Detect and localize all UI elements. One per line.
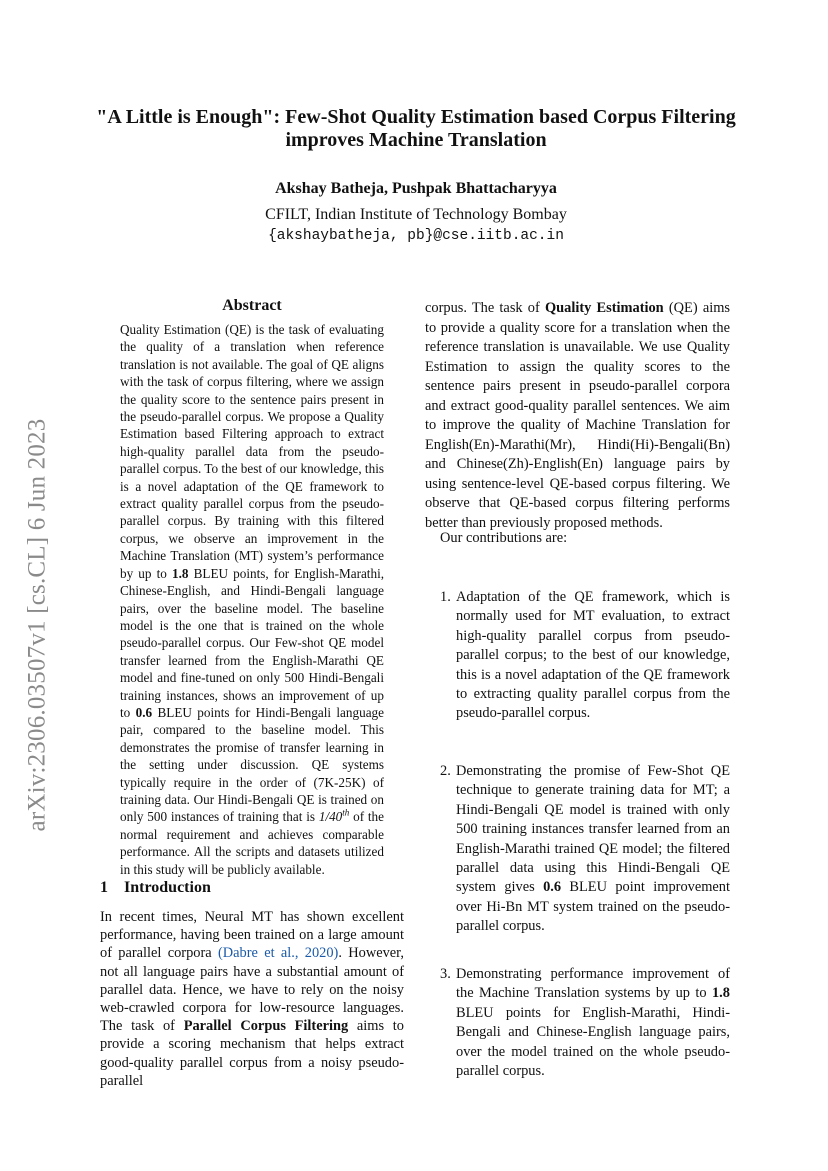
list-number: 2. [440, 763, 451, 779]
right-bold-term: Quality Estimation [544, 300, 664, 316]
list-number: 1. [440, 589, 451, 605]
abstract-bold-value: 0.6 [135, 704, 153, 720]
abstract-text: of the normal requirement and achieves comparable performance. All the scripts and datasets utilized in this study will be publicly available. [120, 809, 384, 877]
paper-title [60, 106, 772, 152]
abstract-bold-value: 1.8 [172, 565, 189, 581]
intro-text: . However, not all language pairs have a substantial amount of parallel data. Hence, we have to rely on the noisy web-crawled corpora for low-resource languages. The task of [100, 945, 404, 1035]
author-email: {akshaybatheja, pb}@cse.iitb.ac.in [268, 228, 564, 244]
list-text: Demonstrating the promise of Few-Shot QE technique to generate training data for MT; a Hindi-Bengali QE model is trained with only 500 training instances transfer learned from an English-Marathi trained QE model; the filtered parallel data using this Hindi-Bengali QE system gives [456, 763, 730, 896]
affiliation: CFILT, Indian Institute of Technology Bombay [265, 206, 567, 223]
contributions-lead: Our contributions are: [440, 530, 568, 546]
list-item-text [456, 965, 730, 1081]
math-fraction: 1/40 [318, 809, 343, 825]
contribution-item-3 [440, 965, 730, 1081]
intro-text: In recent times, Neural MT has shown excellent performance, having been trained on a large amount of parallel corpora [100, 909, 404, 962]
section-number: 1 [100, 879, 108, 896]
abstract-text: BLEU points, for English-Marathi, Chinese-English, and Hindi-Bengali language pairs, over the baseline model. The baseline model is the one that is trained on the whole pseudo-parallel corpus. Our Few-shot QE model transfer learned from the English-Marathi QE model and fine-tuned on only 500 Hindi-Bengali training instances, shows an improvement of up to [120, 565, 385, 720]
abstract-text: Quality Estimation (QE) is the task of evaluating the quality of a translation when reference translation is not available. The goal of QE aligns with the task of corpus filtering, where we assign the quality score to the sentence pairs present in the pseudo-parallel corpus. We propose a Quality Estimation based Filtering approach to extract high-quality parallel data from the pseudo-parallel corpus. To the best of our knowledge, this is a novel adaptation of the QE framework to extract quality parallel corpus from the pseudo-parallel corpus. By training with this filtered corpus, we observe an improvement in the Machine Translation (MT) system’s performance by up to [120, 322, 384, 581]
list-text: BLEU point improvement over Hi-Bn MT system trained on the pseudo-parallel corpus. [456, 879, 730, 935]
right-text: (QE) aims to provide a quality score for a translation when the reference translation is unavailable. We use Quality Estimation to assign the quality scores to the sentence pairs present in pseudo-parallel corpora and extract good-quality parallel sentences. We aim to improve the quality of Machine Translation for English(En)-Marathi(Mr), Hindi(Hi)-Bengali(Bn) and Chinese(Zh)-English(En) language pairs by using sentence-level QE-based corpus filtering. We observe that QE-based corpus filtering performs better than previously proposed methods. [425, 300, 730, 531]
title-line-1: "A Little is Enough": Few-Shot Quality Estimation based Corpus Filtering [96, 106, 736, 128]
list-text: BLEU points for English-Marathi, Hindi-Bengali and Chinese-English language pairs, over the model trained on the whole pseudo-parallel corpus. [456, 1004, 730, 1080]
intro-text: aims to provide a scoring mechanism that helps extract good-quality parallel corpus from a noisy pseudo-parallel [100, 1018, 404, 1089]
right-text: corpus. The task of [425, 300, 540, 316]
abstract-body [120, 321, 384, 878]
section-heading-introduction [100, 879, 211, 897]
introduction-paragraph [100, 908, 404, 1090]
abstract-text: BLEU points for Hindi-Bengali language pair, compared to the baseline model. This demonstrates the promise of transfer learning in the setting under discussion. QE systems typically require in the order of (7K-25K) of training data. Our Hindi-Bengali QE is trained on only 500 instances of training that is [120, 704, 384, 825]
section-title: Introduction [124, 879, 211, 896]
list-item-text: Adaptation of the QE framework, which is normally used for MT evaluation, to extract high-quality parallel corpus from pseudo-parallel corpus; to the best of our knowledge, this is a novel adaptation of the QE framework to extracting quality parallel corpus from the pseudo-parallel corpus. [456, 589, 730, 722]
list-bold-value: 0.6 [543, 879, 562, 896]
arxiv-sidebar-stamp [22, 375, 52, 875]
right-column-paragraph [425, 299, 730, 533]
arxiv-identifier: arXiv:2306.03507v1 [cs.CL] 6 Jun 2023 [23, 418, 51, 832]
intro-bold-term: Parallel Corpus Filtering [183, 1018, 349, 1035]
contribution-item-1 [440, 588, 730, 724]
title-line-2: improves Machine Translation [285, 129, 547, 151]
contribution-item-2 [440, 762, 730, 937]
list-number: 3. [440, 966, 451, 982]
list-text: Demonstrating performance improvement of the Machine Translation systems by up to [456, 966, 730, 1002]
abstract-heading: Abstract [222, 297, 282, 314]
abstract-math [319, 809, 349, 824]
author-list: Akshay Batheja, Pushpak Bhattacharyya [275, 180, 557, 197]
math-superscript: th [342, 807, 350, 818]
citation-link[interactable]: (Dabre et al., 2020) [217, 945, 339, 962]
list-item-text [456, 762, 730, 937]
list-bold-value: 1.8 [711, 985, 730, 1002]
